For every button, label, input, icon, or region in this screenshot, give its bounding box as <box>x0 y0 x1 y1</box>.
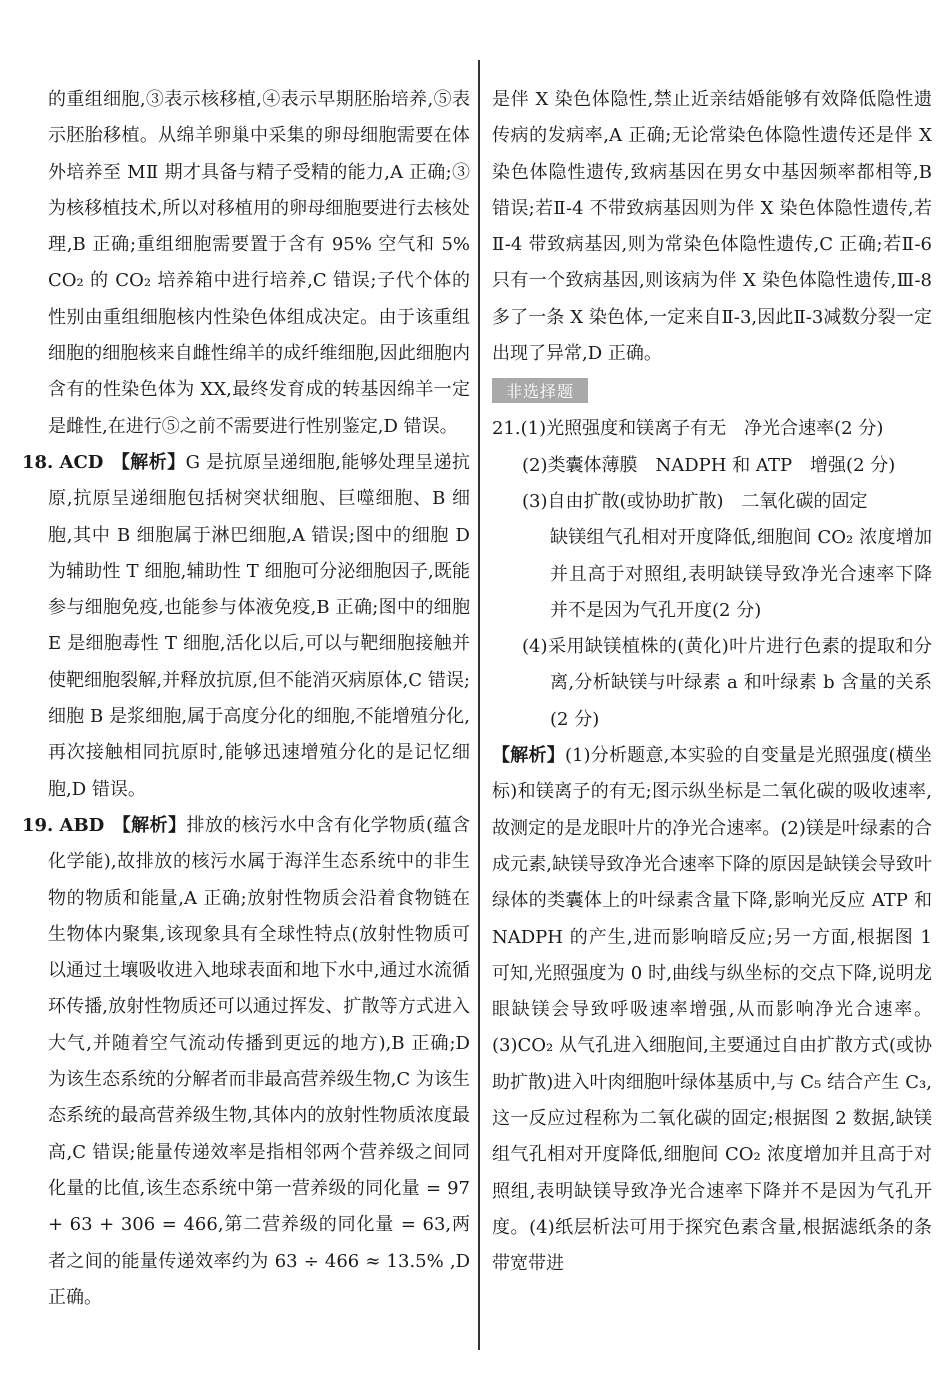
q18-answer: ACD <box>59 451 104 473</box>
section-title-nonchoice: 非选择题 <box>492 378 588 403</box>
q18-number: 18. <box>22 451 54 473</box>
q20-analysis-continued: 是伴 X 染色体隐性,禁止近亲结婚能够有效降低隐性遗传病的发病率,A 正确;无论常染色体隐性遗传还是伴 X 染色体隐性遗传,致病基因在男女中基因频率都相等,B 错误;若Ⅱ-4 不带致病基因则为伴 X 染色体隐性遗传,若Ⅱ-4 带致病基因,则为常染色体隐性遗传,C 正确;若Ⅱ-6 只有一个致病基因,则该病为伴 X 染色体隐性遗传,Ⅲ-8多了一条 X 染色体,一定来自Ⅱ-3,因此Ⅱ-3减数分裂一定出现了异常,D 正确。 <box>492 89 932 365</box>
q17-analysis-continued: 的重组细胞,③表示核移植,④表示早期胚胎培养,⑤表示胚胎移植。从绵羊卵巢中采集的卵母细胞需要在体外培养至 MⅡ 期才具备与精子受精的能力,A 正确;③为核移植技术,所以对移植用的卵母细胞要进行去核处理,B 正确;重组细胞需要置于含有 95% 空气和 5% CO₂ 的 CO₂ 培养箱中进行培养,C 错误;子代个体的性别由重组细胞核内性染色体组成决定。由于该重组细胞的细胞核来自雌性绵羊的成纤维细胞,因此细胞内含有的性染色体为 XX,最终发育成的转基因绵羊一定是雌性,在进行⑤之前不需要进行性别鉴定,D 错误。 <box>48 89 470 437</box>
q21-analysis <box>492 738 932 1282</box>
q21-analysis-part2: (2)镁是叶绿素的合成元素,缺镁导致净光合速率下降的原因是缺镁会导致叶绿体的类囊体上的叶绿素含量下降,影响光反应 ATP 和 NADPH 的产生,进而影响暗反应;另一方面,根据图 1 可知,光照强度为 0 时,曲线与纵坐标的交点下降,说明龙眼缺镁会导致呼吸速率增强,从而影响净光合速率。(3)CO₂ 从气孔进入细胞间,主要通过自由扩散方式(或协助扩散)进入叶肉细胞叶绿体基质中,与 C₅ 结合产生 C₃,这一反应过程称为二氧化碳的固定;根据图 2 数据,缺镁组气孔相对开度降低,细胞间 CO₂ 浓度增加并且高于对照组,表明缺镁导致净光合速率下降并不是因为气孔开度。(4)纸层析法可用于探究色素含量,根据滤纸条的条带宽带进 <box>492 817 933 1275</box>
q21-number: 21. <box>492 418 521 440</box>
left-column <box>22 82 470 1316</box>
q19-analysis-tag: 【解析】 <box>112 814 187 836</box>
q18-analysis-text: G 是抗原呈递细胞,能够处理呈递抗原,抗原呈递细胞包括树突状细胞、巨噬细胞、B 细胞,其中 B 细胞属于淋巴细胞,A 错误;图中的细胞 D 为辅助性 T 细胞,辅助性 T 细胞可分泌细胞因子,既能参与细胞免疫,也能参与体液免疫,B 正确;图中的细胞 E 是细胞毒性 T 细胞,活化以后,可以与靶细胞接触并使靶细胞裂解,并释放抗原,但不能消灭病原体,C 错误;细胞 B 是浆细胞,属于高度分化的细胞,不能增殖分化,再次接触相同抗原时,能够迅速增殖分化的是记忆细胞,D 错误。 <box>48 451 471 800</box>
q21-answer-3-body: 缺镁组气孔相对开度降低,细胞间 CO₂ 浓度增加并且高于对照组,表明缺镁导致净光合速率下降并不是因为气孔开度(2 分) <box>550 527 932 621</box>
q18-analysis-tag: 【解析】 <box>111 451 186 473</box>
q18-item <box>22 445 470 808</box>
q21-answer-2: (2)类囊体薄膜 NADPH 和 ATP 增强(2 分) <box>522 454 896 476</box>
q19-number: 19. <box>22 814 54 836</box>
q21-answer-3-head: (3)自由扩散(或协助扩散) 二氧化碳的固定 <box>522 490 868 512</box>
q19-analysis-text: 排放的核污水中含有化学物质(蕴含化学能),故排放的核污水属于海洋生态系统中的非生物的物质和能量,A 正确;放射性物质会沿着食物链在生物体内聚集,该现象具有全球性特点(放射性物质可以通过土壤吸收进入地球表面和地下水中,通过水流循环传播,放射性物质还可以通过挥发、扩散等方式进入大气,并随着空气流动传播到更远的地方),B 正确;D 为该生态系统的分解者而非最高营养级生物,C 为该生态系统的最高营养级生物,其体内的放射性物质浓度最高,C 错误;能量传递效率是指相邻两个营养级之间同化量的比值,该生态系统中第一营养级的同化量 = 97 + 63 + 306 = 466,第二营养级的同化量 = 63,两者之间的能量传递效率约为 63 ÷ 466 ≈ 13.5% ,D 正确。 <box>48 814 470 1308</box>
q19-answer: ABD <box>59 814 105 836</box>
q21-answer-1 <box>492 411 932 447</box>
right-column <box>492 82 932 1283</box>
column-divider <box>478 60 480 1350</box>
q21-answer-4: (4)采用缺镁植株的(黄化)叶片进行色素的提取和分离,分析缺镁与叶绿素 a 和叶绿素 b 含量的关系(2 分) <box>522 636 932 730</box>
q21-analysis-part1: (1)分析题意,本实验的自变量是光照强度(横坐标)和镁离子的有无;图示纵坐标是二氧化碳的吸收速率,故测定的是龙眼叶片的净光合速率。 <box>492 745 932 839</box>
q19-item <box>22 808 470 1316</box>
q21-answer-1-text: (1)光照强度和镁离子有无 净光合速率(2 分) <box>520 418 884 440</box>
q21-analysis-tag: 【解析】 <box>492 745 565 767</box>
